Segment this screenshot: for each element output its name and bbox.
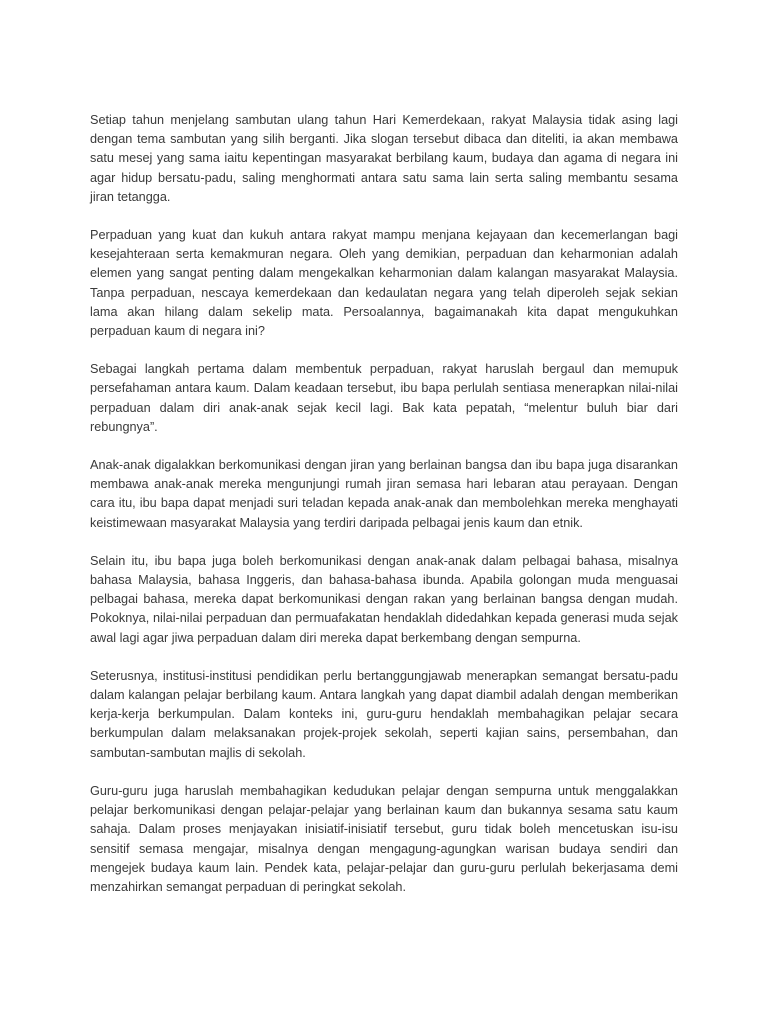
document-body	[90, 111, 678, 916]
paragraph-4: Anak-anak digalakkan berkomunikasi dengan jiran yang berlainan bangsa dan ibu bapa juga disarankan membawa anak-anak mereka mengunjungi rumah jiran semasa hari lebaran atau perayaan. Dengan cara itu, ibu bapa dapat menjadi suri teladan kepada anak-anak dan membolehkan mereka menghayati keistimewaan masyarakat Malaysia yang terdiri daripada pelbagai jenis kaum dan etnik.	[90, 458, 678, 530]
paragraph-7: Guru-guru juga haruslah membahagikan kedudukan pelajar dengan sempurna untuk menggalakkan pelajar berkomunikasi dengan pelajar-pelajar yang berlainan kaum dan bukannya sesama satu kaum sahaja. Dalam proses menjayakan inisiatif-inisiatif tersebut, guru tidak boleh mencetuskan isu-isu sensitif semasa mengajar, misalnya dengan mengagung-agungkan warisan budaya sendiri dan mengejek budaya kaum lain. Pendek kata, pelajar-pelajar dan guru-guru perlulah bekerjasama demi menzahirkan semangat perpaduan di peringkat sekolah.	[90, 783, 678, 894]
paragraph-2: Perpaduan yang kuat dan kukuh antara rakyat mampu menjana kejayaan dan kecemerlangan bagi kesejahteraan serta kemakmuran negara. Oleh yang demikian, perpaduan dan keharmonian adalah elemen yang sangat penting dalam mengekalkan keharmonian dalam kalangan masyarakat Malaysia. Tanpa perpaduan, nescaya kemerdekaan dan kedaulatan negara yang telah diperoleh sejak sekian lama akan hilang dalam sekelip mata. Persoalannya, bagaimanakah kita dapat mengukuhkan perpaduan kaum di negara ini?	[90, 228, 678, 339]
paragraph-1: Setiap tahun menjelang sambutan ulang tahun Hari Kemerdekaan, rakyat Malaysia tidak asing lagi dengan tema sambutan yang silih berganti. Jika slogan tersebut dibaca dan diteliti, ia akan membawa satu mesej yang sama iaitu kepentingan masyarakat berbilang kaum, budaya dan agama di negara ini agar hidup bersatu-padu, saling menghormati antara satu sama lain serta saling membantu sesama jiran tetangga.	[90, 113, 678, 204]
paragraph-3: Sebagai langkah pertama dalam membentuk perpaduan, rakyat haruslah bergaul dan memupuk persefahaman antara kaum. Dalam keadaan tersebut, ibu bapa perlulah sentiasa menerapkan nilai-nilai perpaduan dalam diri anak-anak sejak kecil lagi. Bak kata pepatah, “melentur buluh biar dari rebungnya”.	[90, 362, 678, 434]
paragraph-6: Seterusnya, institusi-institusi pendidikan perlu bertanggungjawab menerapkan semangat bersatu-padu dalam kalangan pelajar berbilang kaum. Antara langkah yang dapat diambil adalah dengan memberikan kerja-kerja berkumpulan. Dalam konteks ini, guru-guru hendaklah membahagikan pelajar secara berkumpulan dalam melaksanakan projek-projek sekolah, seperti kajian sains, persembahan, dan sambutan-sambutan majlis di sekolah.	[90, 668, 678, 760]
paragraph-5: Selain itu, ibu bapa juga boleh berkomunikasi dengan anak-anak dalam pelbagai bahasa, misalnya bahasa Malaysia, bahasa Inggeris, dan bahasa-bahasa ibunda. Apabila golongan muda menguasai pelbagai bahasa, mereka dapat berkomunikasi dengan rakan yang berlainan bangsa dengan mudah. Pokoknya, nilai-nilai perpaduan dan permuafakatan hendaklah didedahkan kepada generasi muda sejak awal lagi agar jiwa perpaduan dalam diri mereka dapat berkembang dengan sempurna.	[90, 553, 678, 645]
